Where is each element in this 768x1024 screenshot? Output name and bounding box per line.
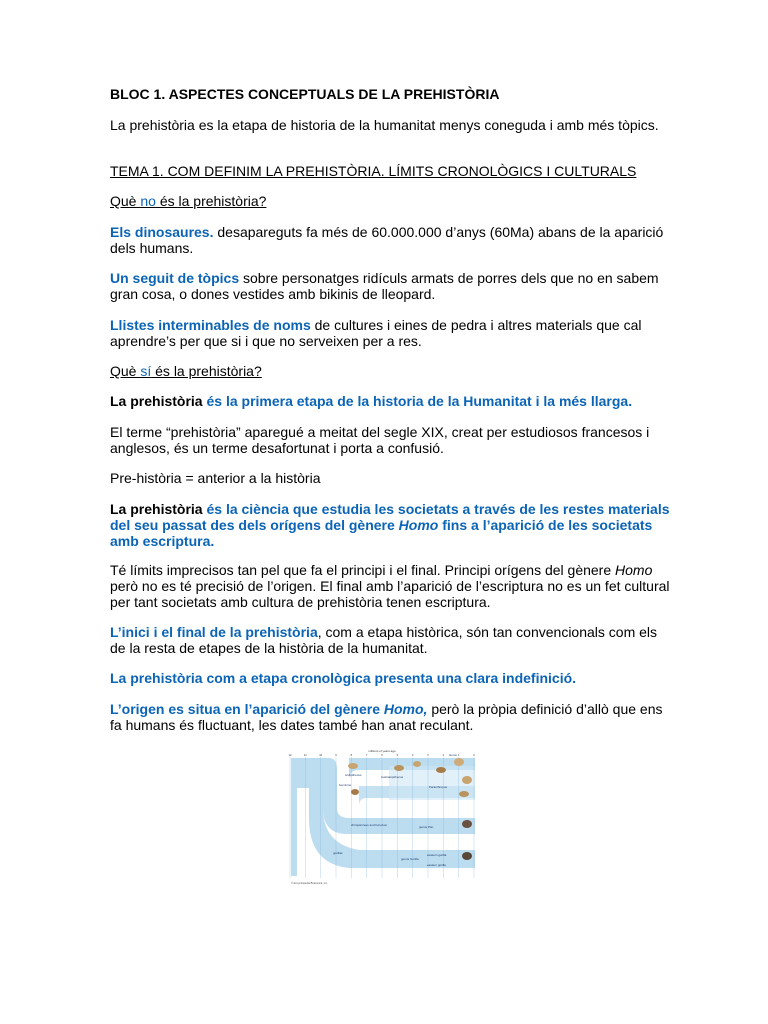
limits-text1: Té límits imprecisos tan pel que fa el principi i el final. Principi orígens del gènere [110, 562, 616, 578]
definition-2-lead: La prehistòria [110, 501, 203, 517]
dinosaurs-text: desapareguts fa més de 60.000.000 d’anys (60Ma) abans de la aparició dels humans. [110, 224, 664, 256]
tick-label: 0 [473, 754, 475, 757]
origin-text: però la pròpia definició d’allò que ens fa humans és fluctuant, les dates també han anat reculant. [110, 701, 663, 733]
label-genus-gorilla: genus Gorilla [401, 857, 419, 861]
tick-label: 6 [381, 754, 383, 757]
prehistory-equation [110, 470, 670, 486]
term-paragraph [110, 424, 670, 456]
topics-label: Un seguit de tòpics [110, 270, 240, 286]
lists-text: de cultures i eines de pedra i altres materials que cal aprendre’s per que si i que no serveixen per a res. [110, 317, 642, 349]
limits-homo: Homo [615, 562, 653, 578]
hominid-evolution-diagram [289, 748, 475, 886]
topics-paragraph [110, 270, 670, 302]
definition-2-text2: fins a l’aparició de les societats amb escriptura. [110, 517, 653, 549]
tick-label: 5 [396, 754, 399, 757]
definition-2-homo: Homo [398, 517, 439, 533]
label-eastern-gorilla: eastern gorilla [427, 863, 446, 867]
indefinition-statement [110, 670, 670, 686]
intro-paragraph [110, 117, 670, 133]
tema-title-text: TEMA 1. COM DEFINIM LA PREHISTÒRIA. LÍMITS CRONOLÒGICS I CULTURALS [110, 163, 637, 179]
label-chimpanzees: chimpanzees and bonobos [351, 823, 387, 827]
term-text: El terme “prehistòria” aparegué a meitat del segle XIX, creat per estudiosos francesos i anglesos, és un terme desafortunat i porta a confusió. [110, 424, 650, 456]
label-homo: Homo [449, 753, 458, 757]
question-si [110, 363, 670, 379]
topics-text: sobre personatges ridículs armats de porres dels que no en sabem gran cosa, o dones vestides amb bikinis de lleopard. [110, 270, 659, 302]
label-ardipithecus: Ardipithecus [345, 773, 362, 777]
question-no [110, 193, 670, 209]
question-si-word: sí [140, 363, 152, 379]
start-end-label: L’inici i el final de la prehistòria [110, 624, 318, 640]
start-end-text: , com a etapa històrica, són tan convencionals com els de la resta de etapes de la història de la humanitat. [110, 624, 658, 656]
origin-homo: Homo, [383, 701, 428, 717]
question-si-pre: Què [110, 363, 141, 379]
definition-1-lead: La prehistòria [110, 393, 203, 409]
definition-1-text: és la primera etapa de la historia de la Humanitat i la més llarga. [202, 393, 633, 409]
tema-title [110, 163, 670, 179]
figure-credit: © Encyclopædia Britannica, Inc. [291, 882, 328, 885]
tick-label: 1 [457, 754, 460, 757]
dinosaurs-paragraph [110, 224, 670, 256]
limits-text2: però no es té precisió de l’origen. El final amb l’aparició de l’escriptura no es un fet cultural per tant societats amb cultura de prehistòria tenen escriptura. [110, 578, 670, 610]
question-no-post: és la prehistòria? [155, 193, 267, 209]
tick-label: 10 [319, 754, 323, 757]
definition-1 [110, 393, 670, 409]
question-no-word: no [140, 193, 156, 209]
indefinition-text: La prehistòria com a etapa cronològica presenta una clara indefinició. [110, 670, 577, 686]
label-paranthropus: Paranthropus [429, 785, 448, 789]
dinosaurs-label: Els dinosaures. [110, 224, 214, 240]
label-hominins: hominins [339, 783, 352, 787]
question-no-pre: Què [110, 193, 141, 209]
definition-2-text1: és la ciència que estudia les societats a través de les restes materials del seu passat des dels orígens del gènere [110, 501, 670, 533]
tick-label: 4 [411, 754, 414, 757]
page-heading [110, 86, 670, 102]
lists-label: Llistes interminables de noms [110, 317, 311, 333]
origin-paragraph [110, 701, 670, 733]
tick-label: 7 [365, 754, 368, 757]
tick-label: 8 [350, 754, 353, 757]
label-australopithecus: Australopithecus [381, 775, 404, 779]
prehistory-equation-text: Pre-història = anterior a la història [110, 470, 321, 486]
origin-label: L’origen es situa en l’aparició del gènere [110, 701, 384, 717]
lists-paragraph [110, 317, 670, 349]
figure-top-label: millions of years ago [368, 749, 396, 753]
tick-label: 12 [288, 754, 292, 757]
heading-text: BLOC 1. ASPECTES CONCEPTUALS DE LA PREHISTÒRIA [110, 86, 500, 102]
label-western-gorilla: western gorilla [427, 853, 447, 857]
definition-2 [110, 501, 670, 549]
question-si-post: és la prehistòria? [151, 363, 262, 379]
label-gorillas: gorillas [333, 851, 343, 855]
start-end-paragraph [110, 624, 670, 656]
intro-text: La prehistòria es la etapa de historia de la humanitat menys coneguda i amb més tòpics. [110, 117, 659, 133]
tick-label: 3 [427, 754, 429, 757]
tick-label: 9 [335, 754, 337, 757]
tick-label: 2 [442, 754, 445, 757]
tick-label: 11 [303, 754, 307, 757]
label-genus-pan: genus Pan [419, 825, 434, 829]
limits-paragraph [110, 562, 670, 610]
